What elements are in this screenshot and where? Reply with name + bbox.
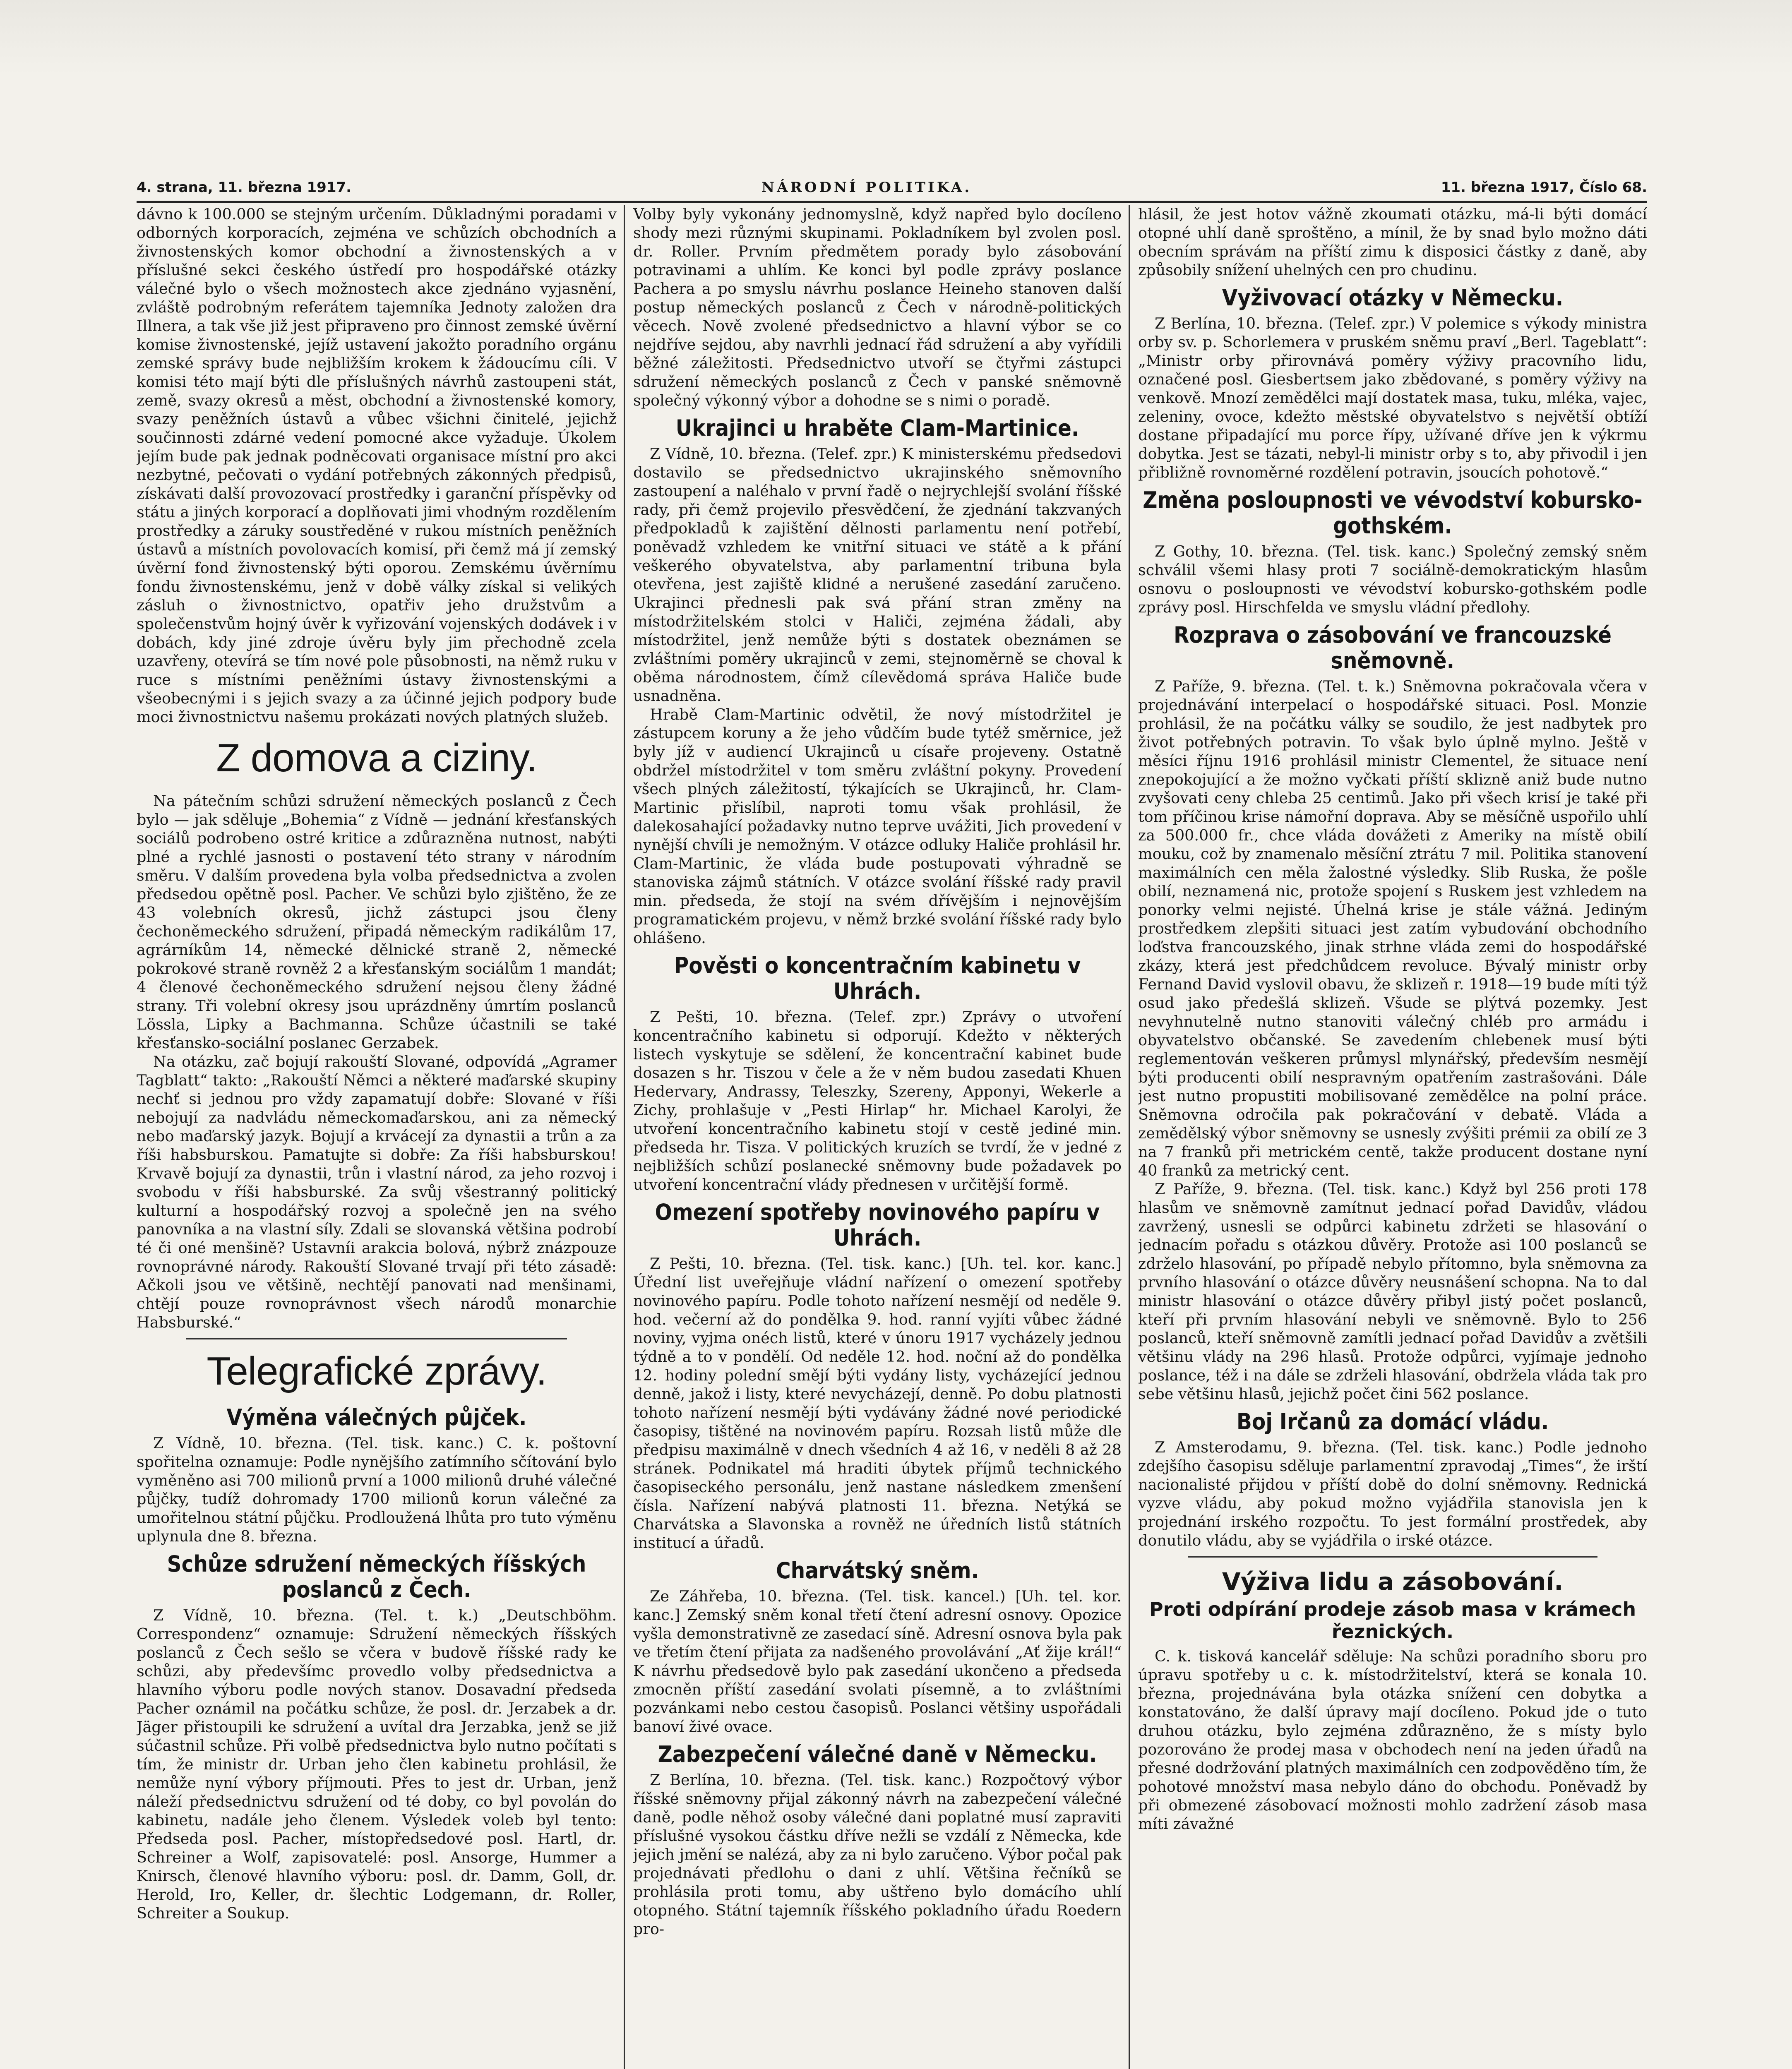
article-headline: Schůze sdružení německých říšských poslanců z Čech. [167, 1551, 586, 1603]
article-paragraph: Z Amsterodamu, 9. března. (Tel. tisk. kanc.) Podle jednoho zdejšího časopisu sděluje parlamentní zpravodaj „Times“, že irští nacionalisté přijdou v příští době do dolní sněmovny. Rednická vyzve vládu, aby pokud možno vyjádřila stanovisla jen k projednání irského rozpočtu. To jest formální prostředek, aby donutilo vládu, aby se vyjádřila o irské otázce. [1138, 1438, 1647, 1549]
article-paragraph: Z Vídně, 10. března. (Tel. tisk. kanc.) C. k. poštovní spořitelna oznamuje: Podle nynějšího zatímního sčítování bylo vyměněno asi 700 milionů první a 1000 milionů druhé válečné půjčky, tudíž dohromady 1700 milionů korun válečné za umořitelnou státní půjčku. Prodloužená lhůta pro tuto výměnu uplynula dne 8. března. [137, 1434, 617, 1545]
article-paragraph: Z Pešti, 10. března. (Telef. zpr.) Zprávy o utvoření koncentračního kabinetu si odporují. Kdežto v některých listech vyskytuje se sdělení, že koncentrační kabinet bude dosazen s hr. Tiszou v čele a že v něm budou zasedati Khuen Hedervary, Andrassy, Teleszky, Szereny, Apponyi, Wekerle a Zichy, prohlašuje v „Pesti Hirlap“ hr. Michael Karolyi, že utvoření koncentračního kabinetu stojí v cestě jediné min. předseda hr. Tisza. V politických kruzích se tvrdí, že v jedné z nejbližších schůzí poslanecké sněmovny bude požadavek po utvoření koncentrační vlády přednesen v určitější formě. [633, 1008, 1122, 1193]
article-paragraph: Z Berlína, 10. března. (Telef. zpr.) V polemice s výkody ministra orby sv. p. Schorlemera v pruském sněmu praví „Berl. Tageblatt“: „Ministr orby přirovnává poměry výživy pracovního lidu, označené posl. Giesbertsem jako zbědované, s poměry výživy na venkově. Mnozí zemědělci mají dostatek masa, tuku, mléka, vajec, zeleniny, ovoce, kdežto městské obyvatelstvo s největší obtíží dostane připadající mu porce řípy, užívané dříve jen k výkrmu dobytka. Jest se tázati, nebyl-li ministr orby s to, aby přivodil i jen přibližně rovnoměrné rozdělení potravin, jsoucích pohotově.“ [1138, 314, 1647, 481]
section-title: Výživa lidu a zásobování. [1222, 1567, 1564, 1596]
page-number-date: 4. strana, 11. března 1917. [137, 179, 352, 196]
article-paragraph: Na otázku, zač bojují rakouští Slované, odpovídá „Agramer Tagblatt“ takto: „Rakouští Němci a některé maďarské skupiny nechť si jednou pro vždy zapamatují dobře: Slované v říši nebojují za nadvládu německomaďarskou, ani za německý nebo maďarský jazyk. Bojují a krvácejí za dynastii a trůn a za říši habsburskou. Pamatujte si dobře: Za říši habsburskou! Krvavě bojují za dynastii, trůn i vlastní národ, za jeho rozvoj i svobodu v říši habsburské. Za svůj všestranný politický kulturní a hospodářský rozvoj a společně jen na svého panovníka a na vlastní síly. Zdali se slovanská většina podrobí té či oné menšině? Ustavníi arakcia bolová, nýbrž znázpouze rovnoprávné národy. Rakouští Slované trvají při této zásadě: Ačkoli jsou ve většině, nechtějí panovati nad menšinami, chtějí pouze rovnoprávnost všech národů monarchie Habsburské.“ [137, 1053, 617, 1331]
column-rule-1 [624, 205, 625, 2069]
article-paragraph: Na pátečním schůzi sdružení německých poslanců z Čech bylo — jak sděluje „Bohemia“ z Vídně — jednání křesťanských sociálů podrobeno ostré kritice a zdůrazněna nutnost, nabýti plné a rychlé jasnosti o postavení této strany v národním směru. V dalším provedena byla volba předsednictva a zvolen předsedou opětně posl. Pacher. Ve schůzi bylo zjištěno, že ze 43 volebních okresů, jichž zástupci jsou členy čechoněmeckého sdružení, připadá německým radikálům 17, agrárníkům 14, německé dělnické straně 2, německé pokrokové straně rovněž 2 a křesťanským sociálům 1 mandát; 4 členové čechoněmeckého sdružení nejsou členy žádné strany. Tři volební okresy jsou uprázdněny úmrtím poslanců Lössla, Lipky a Bachmanna. Schůze účastnili se také křesťansko-sociální poslanec Gerzabek. [137, 792, 617, 1052]
page-header [137, 172, 1647, 203]
article-headline: Vyživovací otázky v Německu. [1222, 285, 1564, 311]
divider [1188, 1556, 1597, 1558]
column-2 [633, 205, 1122, 2069]
article-paragraph: Ze Záhřeba, 10. března. (Tel. tisk. kancel.) [Uh. tel. kor. kanc.] Zemský sněm konal třetí čtení adresní osnovy. Opozice vyšla demonstrativně ze zasedací síně. Adresní osnova byla pak ve třetím čtení přijata za nadšeného provolávání „Ať žije král!“ K návrhu předsedově bylo pak zasedání ukončeno a předseda zmocněn příští zasedání svolati písemně, a to zvláštními pozvánkami nebo cestou časopisů. Poslanci většiny uspořádali banoví živé ovace. [633, 1587, 1122, 1735]
article-headline: Ukrajinci u hraběte Clam-Martinice. [675, 415, 1079, 441]
article-paragraph: Z Vídně, 10. března. (Tel. t. k.) „Deutschböhm. Correspondenz“ oznamuje: Sdružení německých říšských poslanců z Čech sešlo se včera v budově říšské rady ke schůzi, aby předevšímc provedlo volby předsednictva a hlavního výboru podle nových stanov. Dosavadní předseda Pacher oznámil na počátku schůze, že posl. dr. Jerzabek a dr. Jäger přistoupili ke sdružení a uvítal dra Jerzabka, jenž se již súčastnil schůze. Při volbě předsednictva bylo nutno počítati s tím, že ministr dr. Urban jeho člen kabinetu prohlásil, že nemůže nyní výbory příjmouti. Přes to jest dr. Urban, jenž náleží předsednictvu sdružení od té doby, co byl povolán do kabinetu, nadále jeho členem. Výsledek voleb byl tento: Předseda posl. Pacher, místopředsedové posl. Hartl, dr. Schreiner a Wolf, zapisovatelé: posl. Ansorge, Hummer a Knirsch, členové hlavního výboru: posl. dr. Damm, Goll, dr. Herold, Iro, Keller, dr. šlechtic Lodgemann, dr. Roller, Schreiter a Soukup. [137, 1606, 617, 1922]
article-headline: Změna posloupnosti ve vévodství kobursko-gothském. [1143, 487, 1643, 539]
newspaper-title: NÁRODNÍ POLITIKA. [761, 179, 972, 196]
column-1 [137, 205, 617, 2069]
section-title: Telegrafické zprávy. [207, 1349, 547, 1393]
divider [186, 1338, 567, 1339]
article-headline: Výměna válečných půjček. [226, 1404, 527, 1431]
issue-date-number: 11. března 1917, Číslo 68. [1441, 179, 1647, 196]
column-3 [1138, 205, 1647, 2069]
article-headline: Omezení spotřeby novinového papíru v Uhrách. [655, 1199, 1100, 1251]
article-paragraph: Z Gothy, 10. března. (Tel. tisk. kanc.) Společný zemský sněm schválil všemi hlasy proti 7 sociálně-demokratickým hlasům osnovu o posloupnosti ve vévodství kobursko-gothském podle zprávy posl. Hirschfelda ve smyslu vládní předlohy. [1138, 542, 1647, 616]
article-headline: Proti odpírání prodeje zásob masa v krámech řeznických. [1149, 1598, 1636, 1643]
article-headline: Pověsti o koncentračním kabinetu v Uhrách. [674, 953, 1081, 1004]
article-paragraph: dávno k 100.000 se stejným určením. Důkladnými poradami v odborných korporacích, zejména ve schůzích obchodních a živnostenských komor obchodní a živnostenských a v příslušné sekci českého ústředí pro hospodářské otázky válečné bylo o všech možnostech akce zjednáno vyjasnění, zvláště podrobným referátem tajemníka Jednoty založen dra Illnera, a tak vše již jest připraveno pro činnost zemské úvěrní komise živnostenské, jejíž ustavení jakožto poradního orgánu zemské správy bude nejbližším krokem k žádoucímu cíli. V komisi této mají býti dle příslušných návrhů zastoupeni stát, země, svazy okresů a měst, obchodní a živnostenské komory, svazy peněžních ústavů a vůbec všichni činitelé, jejichž součinnosti zdárné vedení pomocné akce vyžaduje. Úkolem jejím bude pak jednak podněcovati organisace místní pro akci nezbytné, pečovati o vydání potřebných zákonných předpisů, získávati další provozovací prostředky i garanční příspěvky od státu a jiných korporací a doplňovati jimi vhodným rozdělením prostředky a záruky soustředěné v rukou místních peněžních ústavů a místních povolovacích komisí, při čemž má jí zemský úvěrní fond živnostenský býti oporou. Zemskému úvěrnímu fondu živnostenskému, jenž v době války získal si velikých zásluh o živnostnictvo, opatřiv jeho družstvům a společenstvům hojný úvěr k vyřizování vojenských dodávek i v dobách, kdy jiné zdroje úvěru byly jim přechodně zcela uzavřeny, otevírá se tím nové pole působnosti, na němž ruku v ruce s místními peněžními ústavy živnostenskými a všeobecnými i s jejich svazy a za účinné jejich podpory bude moci živnostnictvu našemu prokázati nových platných služeb. [137, 205, 617, 726]
article-headline: Rozprava o zásobování ve francouzské sněmovně. [1173, 622, 1612, 674]
article-paragraph: C. k. tisková kancelář sděluje: Na schůzi poradního sboru pro úpravu spotřeby u c. k. místodržitelství, která se konala 10. března, projednávána byla otázka snížení cen dobytka a konstatováno, že další úpravy mají docíleno. Pokud jde o tuto druhou otázku, bylo zejména zdůrazněno, že s místy bylo pozorováno že prodej masa v obchodech není na jeden úřadů na přesné dodržování platných maximálních cen zodpověděno tím, že pohotové množství masa nebylo dáno do obchodu. Poněvadž by při obmezené zásobovací možnosti mohlo zadržení zásob masa míti závažné [1138, 1647, 1647, 1833]
column-rule-2 [1129, 205, 1130, 2069]
article-headline: Charvátský sněm. [776, 1558, 979, 1584]
article-paragraph: Z Paříže, 9. března. (Tel. t. k.) Sněmovna pokračovala včera v projednávání interpelací o hospodářské situaci. Posl. Monzie prohlásil, že na počátku války se soudilo, že jest nadbytek pro život potřebných potravin. To však bylo úplně mylno. Ještě v měsíci říjnu 1916 prohlásil ministr Clementel, že situace není znepokojující a že možno vyčkati příští sklizně aniž bude nutno zvyšovati ceny chleba 25 centimů. Jako při všech krisí je také při tom příčinou krise námořní doprava. Aby se měsíčně uspořilo uhlí za 500.000 fr., chce vláda dovážeti z Ameriky na místě obilí mouku, což by znamenalo měsíční ztrátu 7 mil. Politika stanovení maximálních cen měla žalostné výsledky. Slib Ruska, že pošle obilí, neznamená nic, protože spojení s Ruskem jest vzhledem na ponorky velmi nejisté. Úhelná krise je stále vážná. Jediným prostředkem zlepšiti situaci jest zatím vybudování obchodního loďstva francouzského, jinak strhne vláda zemi do hospodářské zkázy, která jest předchůdcem revoluce. Bývalý ministr orby Fernand David vyslovil obavu, že sklizeň r. 1918—19 bude míti týž osud jako předešlá sklizeň. Všude se plýtvá pozemky. Jest nevyhnutelně nutno stanoviti válečný chléb pro armádu i obyvatelstvo občanské. Se zavedením chlebenek musí býti reglementován veškeren průmysl mlynářský, především nesmějí býti producenti obilí nespravným opatřením zastrašováni. Dále jest nutno propustiti mobilisované zemědělce na polní práce. Sněmovna odročila pak pokračování v debatě. Vláda a zemědělský výbor sněmovny se usnesly zvýšiti prémii za obilí ze 3 na 7 franků při metrickém centě, takže producent dostane nyní 40 franků za metrický cent. [1138, 677, 1647, 1179]
article-paragraph: Hrabě Clam-Martinic odvětil, že nový místodržitel je zástupcem koruny a že jeho vůdčím bude tytéž směrnice, jež byly jíž v audiencí Ukrajinců u císaře projeveny. Ostatně obdržel místodržitel v tom směru zvláštní pokyny. Provedení všech plných záležitostí, týkajících se Ukrajinců, hr. Clam-Martinic přislíbil, naproti tomu však prohlásil, že dalekosahající požadavky nutno teprve uvážiti, Jich provedení v nynější chvíli je nemožným. V otázce odluky Haliče prohlásil hr. Clam-Martinic, že vláda bude postupovati výhradně se stanoviska zájmů státních. V otázce svolání říšské rady pravil min. předseda, že stojí na svém dřívějším i nejnovějším programatickém projevu, v němž brzké svolání říšské rady bylo ohlášeno. [633, 706, 1122, 947]
article-paragraph: Volby byly vykonány jednomyslně, když napřed bylo docíleno shody mezi různými skupinami. Pokladníkem byl zvolen posl. dr. Roller. Prvním předmětem porady bylo zásobování potravinami a uhlím. Ke konci byl podle zprávy poslance Pachera a po smyslu návrhu poslance Heineho stanoven další postup německých poslanců z Čech v národně-politických věcech. Nově zvolené předsednictvo a hlavní výbor se co nejdříve sejdou, aby navrhli jednací řád sdružení a aby vyřídili běžné záležitosti. Předsednictvo utvoří se čtyřmi zástupci sdružení německých poslanců z Čech v panské sněmovně společný výkonný výbor a dohodne se s nimi o poradě. [633, 205, 1122, 409]
article-headline: Boj Irčanů za domácí vládu. [1236, 1409, 1549, 1435]
article-paragraph: hlásil, že jest hotov vážně zkoumati otázku, má-li býti domácí otopné uhlí daně sproštěno, a mínil, že by snad bylo možno dáti obecním správám na příští zimu k disposici částky z daně, aby způsobily snížení uhelných cen pro chudinu. [1138, 205, 1647, 279]
article-paragraph: Z Pešti, 10. března. (Tel. tisk. kanc.) [Uh. tel. kor. kanc.] Úřední list uveřejňuje vládní nařízení o omezení spotřeby novinového papíru. Podle tohoto nařízení nesmějí od neděle 9. hod. večerní až do pondělka 9. hod. ranní vyjíti vůbec žádné noviny, vyjma onéch listů, které v únoru 1917 vycházely jednou týdně a to v pondělí. Od neděle 12. hod. noční až do pondělka 12. hodiny polední smějí býti vydány listy, vycházející jednou denně, jakož i listy, které nevycházejí, denně. Po dobu platnosti tohoto nařízení nesmějí býti vydávány žádné nové periodické časopisy, tištěné na novinovém papíru. Rozsah listů může dle předpisu maximálně v dnech všedních 4 až 16, v neděli 8 až 28 stránek. Podnikatel má hraditi úbytek příjmů technického časopiseckého personálu, jenž nastane následkem zmenšení čísla. Nařízení nabývá platnosti 11. března. Netýká se Charvátska a Slavonska a rovněž ne úředních listů státních institucí a úřadů. [633, 1255, 1122, 1552]
section-title: Z domova a ciziny. [216, 736, 537, 780]
article-paragraph: Z Paříže, 9. března. (Tel. tisk. kanc.) Když byl 256 proti 178 hlasům ve sněmovně zamítnut jednací pořad Davidův, vládou zavržený, usnesli se odpůrci kabinetu zdržeti se hlasování o jednacím pořadu s otázkou důvěry. Protože asi 100 poslanců se zdrželo hlasování, po případě nebylo přítomno, byla sněmovna za prvního hlasování o otázce důvěry neusnášení schopna. Na to dal ministr hlasování o otázce důvěry přibyl jistý počet poslanců, kteří při prvním hlasování nebyli ve sněmovně. Bylo to 256 poslanců, kteří sněmovně zamítli jednací pořad Davidův a zvětšili většinu vlády na 296 hlasů. Protože odpůrci, vyjímaje jednoho poslance, též i na dále se zdrželi hlasování, obdržela vláda tak pro sebe většinu hlasů, jejichž počet čini 562 poslance. [1138, 1180, 1647, 1403]
article-paragraph: Z Berlína, 10. března. (Tel. tisk. kanc.) Rozpočtový výbor říšské sněmovny přijal zákonný návrh na zabezpečení válečné daně, podle něhož osoby válečné dani poplatné musí zapraviti příslušné vysokou částku dříve nežli se vzdálí z Německa, kde jejich jmění se nalézá, aby za ni bylo zaručeno. Výbor počal pak projednávati předlohu o dani z uhlí. Většina řečníků se prohlásila proti tomu, aby uštřeno bylo domácího uhlí otopného. Státní tajemník říšského pokladního úřadu Roedern pro- [633, 1771, 1122, 1938]
article-headline: Zabezpečení válečné daně v Německu. [658, 1741, 1097, 1767]
article-paragraph: Z Vídně, 10. března. (Telef. zpr.) K ministerskému předsedovi dostavilo se předsednictvo ukrajinského sněmovního zastoupení a naléhalo v první řadě o nejrychlejší svolání říšské rady, při čemž projevilo přesvědčení, že zjednání takzvaných předpokladů k zajištění dělnosti parlamentu není potřebí, poněvadž vzhledem ke vnitřní situaci ve státě a k přání veškerého obyvatelstva, aby parlamentní tribuna byla otevřena, jest zajiště klidné a nerušené zasedání zaručeno. Ukrajinci přednesli pak svá přání stran změny na místodržitelském stolci v Haliči, zejména žádali, aby místodržitel, jenž nemůže býti s dostatek obeznámen se zvláštními poměry ukrajinců v zemi, stejnoměrně se choval k oběma národnostem, čímž cílevědomá správa Haliče bude usnadněna. [633, 445, 1122, 705]
